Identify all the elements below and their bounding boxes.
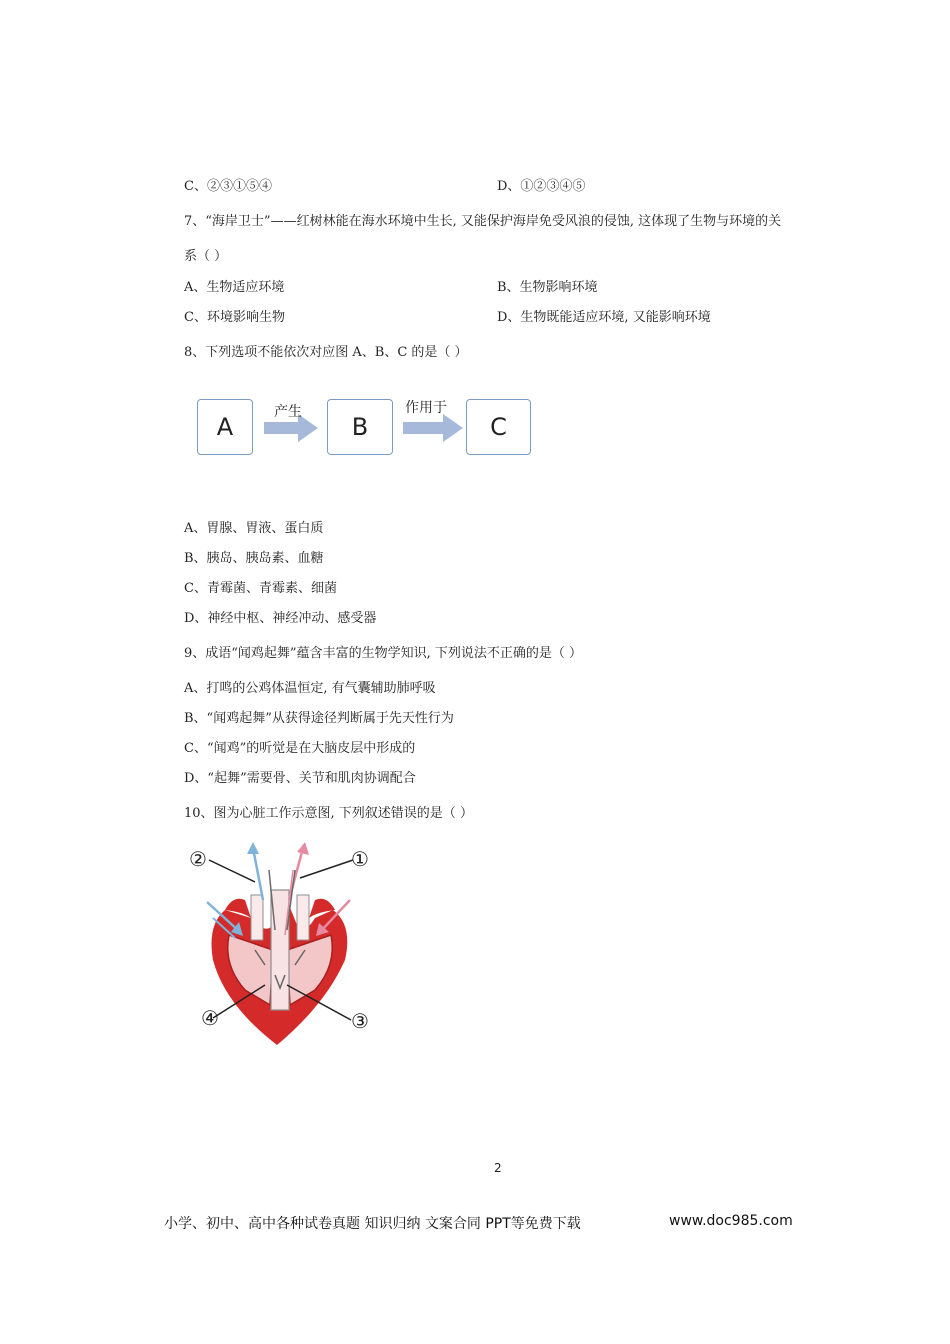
q9-stem: 9、成语“闻鸡起舞”蕴含丰富的生物学知识, 下列说法不正确的是（ ） <box>184 646 582 661</box>
q7-option-d: D、生物既能适应环境, 又能影响环境 <box>497 310 711 325</box>
q9-option-b: B、“闻鸡起舞”从获得途径判断属于先天性行为 <box>184 711 454 726</box>
q7-option-c: C、环境影响生物 <box>184 310 285 325</box>
footer-url[interactable]: www.doc985.com <box>669 1213 793 1229</box>
q8-option-d: D、神经中枢、神经冲动、感受器 <box>184 611 377 626</box>
q8-option-a: A、胃腺、胃液、蛋白质 <box>184 521 324 536</box>
q7-option-b: B、生物影响环境 <box>497 280 598 295</box>
diagram-arrow-1-label: 产生 <box>274 404 302 420</box>
q7-stem-line2: 系（ ） <box>184 249 228 264</box>
heart-diagram <box>185 840 385 1050</box>
q8-option-b: B、胰岛、胰岛素、血糖 <box>184 551 324 566</box>
page-number: 2 <box>494 1161 502 1175</box>
q7-stem-line1: 7、“海岸卫士”——红树林能在海水环境中生长, 又能保护海岸免受风浪的侵蚀, 这体现了生物与环境的关 <box>184 214 782 229</box>
diagram-box-c: C <box>466 399 531 455</box>
q9-option-c: C、“闻鸡”的听觉是在大脑皮层中形成的 <box>184 741 416 756</box>
diagram-arrow-2-icon <box>403 414 465 442</box>
heart-label-3: ③ <box>351 1009 369 1033</box>
q8-stem: 8、下列选项不能依次对应图 A、B、C 的是（ ） <box>184 345 468 360</box>
footer-text: 小学、初中、高中各种试卷真题 知识归纳 文案合同 PPT等免费下载 <box>164 1216 581 1232</box>
heart-label-1: ① <box>351 847 369 871</box>
q6-option-c: C、②③①⑤④ <box>184 179 272 194</box>
q6-option-d: D、①②③④⑤ <box>497 179 586 194</box>
q9-option-a: A、打鸣的公鸡体温恒定, 有气囊辅助肺呼吸 <box>184 681 436 696</box>
diagram-box-a: A <box>197 399 253 455</box>
heart-label-2: ② <box>189 847 207 871</box>
diagram-box-b: B <box>327 399 393 455</box>
diagram-arrow-2-label: 作用于 <box>405 400 447 416</box>
q9-option-d: D、“起舞”需要骨、关节和肌肉协调配合 <box>184 771 416 786</box>
heart-label-4: ④ <box>201 1006 219 1030</box>
q8-option-c: C、青霉菌、青霉素、细菌 <box>184 581 337 596</box>
q10-stem: 10、图为心脏工作示意图, 下列叙述错误的是（ ） <box>184 806 473 821</box>
q7-option-a: A、生物适应环境 <box>184 280 285 295</box>
